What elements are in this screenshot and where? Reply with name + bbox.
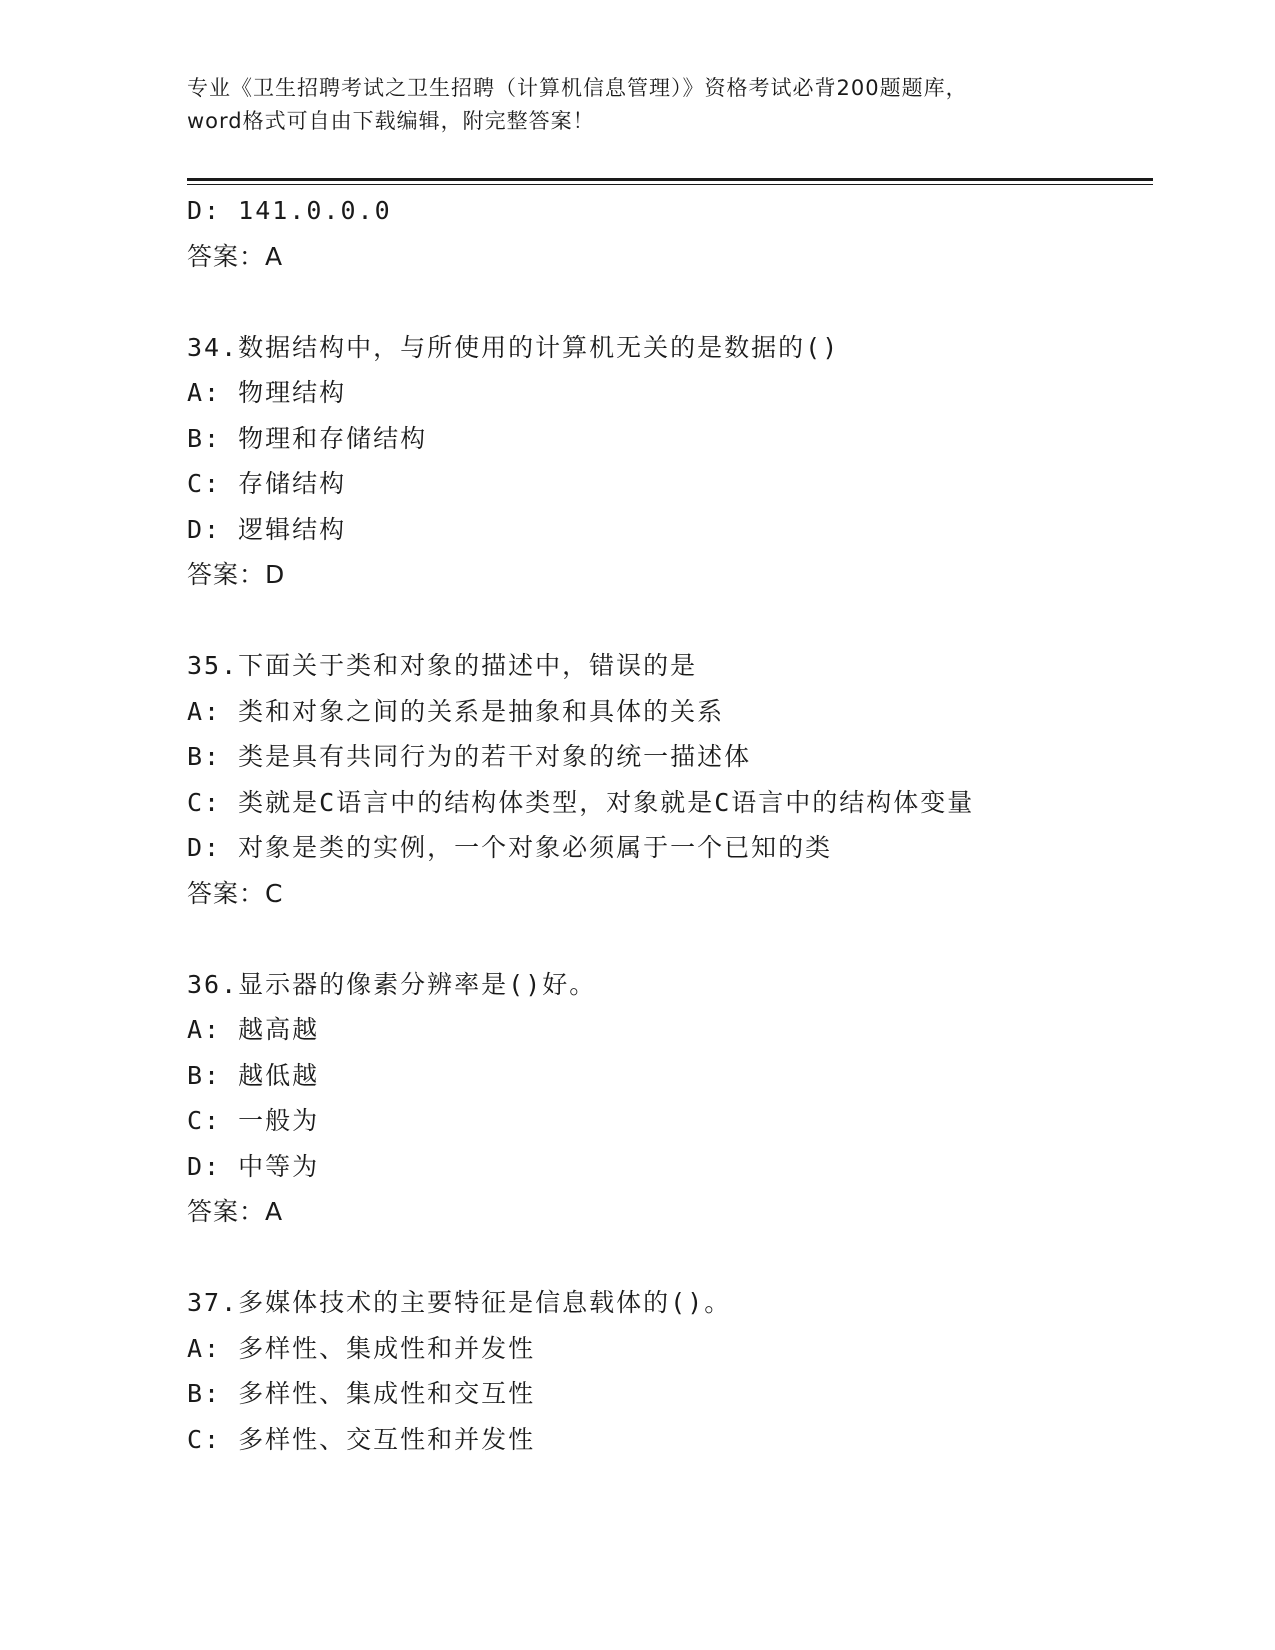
question-stem: 34.数据结构中，与所使用的计算机无关的是数据的()	[187, 332, 840, 362]
question-list	[187, 188, 1153, 1462]
question-34	[187, 325, 1153, 598]
header-rule-thin	[187, 184, 1153, 185]
option-b: B: 类是具有共同行为的若干对象的统一描述体	[187, 742, 752, 771]
option-c: C: 存储结构	[187, 469, 347, 498]
question-35	[187, 643, 1153, 916]
option-b: B: 物理和存储结构	[187, 423, 428, 453]
option-d: D: 逻辑结构	[187, 514, 347, 544]
answer-line: 答案：C	[187, 878, 284, 908]
option-c: C: 一般为	[187, 1106, 320, 1135]
option-d: D: 141.0.0.0	[187, 196, 392, 225]
option-a: A: 物理结构	[187, 378, 347, 407]
answer-line: 答案：A	[187, 241, 284, 271]
option-b: B: 越低越	[187, 1060, 320, 1090]
document-header	[187, 72, 1107, 138]
option-a: A: 类和对象之间的关系是抽象和具体的关系	[187, 696, 725, 726]
question-stem: 35.下面关于类和对象的描述中，错误的是	[187, 651, 698, 680]
question-stem: 37.多媒体技术的主要特征是信息载体的()。	[187, 1288, 732, 1317]
question-36	[187, 962, 1153, 1235]
question-stem: 36.显示器的像素分辨率是()好。	[187, 969, 597, 999]
header-rule-thick	[187, 178, 1153, 181]
header-line-1: 专业《卫生招聘考试之卫生招聘（计算机信息管理）》资格考试必背200题题库，	[187, 76, 968, 100]
option-a: A: 多样性、集成性和并发性	[187, 1333, 536, 1363]
option-d: D: 对象是类的实例，一个对象必须属于一个已知的类	[187, 833, 833, 862]
answer-line: 答案：A	[187, 1197, 284, 1226]
question-37	[187, 1280, 1153, 1462]
option-a: A: 越高越	[187, 1015, 320, 1044]
header-line-2: word格式可自由下载编辑，附完整答案！	[187, 109, 595, 133]
option-d: D: 中等为	[187, 1151, 320, 1181]
option-b: B: 多样性、集成性和交互性	[187, 1379, 536, 1408]
answer-line: 答案：D	[187, 560, 286, 589]
option-c: C: 多样性、交互性和并发性	[187, 1424, 536, 1454]
option-c: C: 类就是C语言中的结构体类型，对象就是C语言中的结构体变量	[187, 787, 975, 817]
